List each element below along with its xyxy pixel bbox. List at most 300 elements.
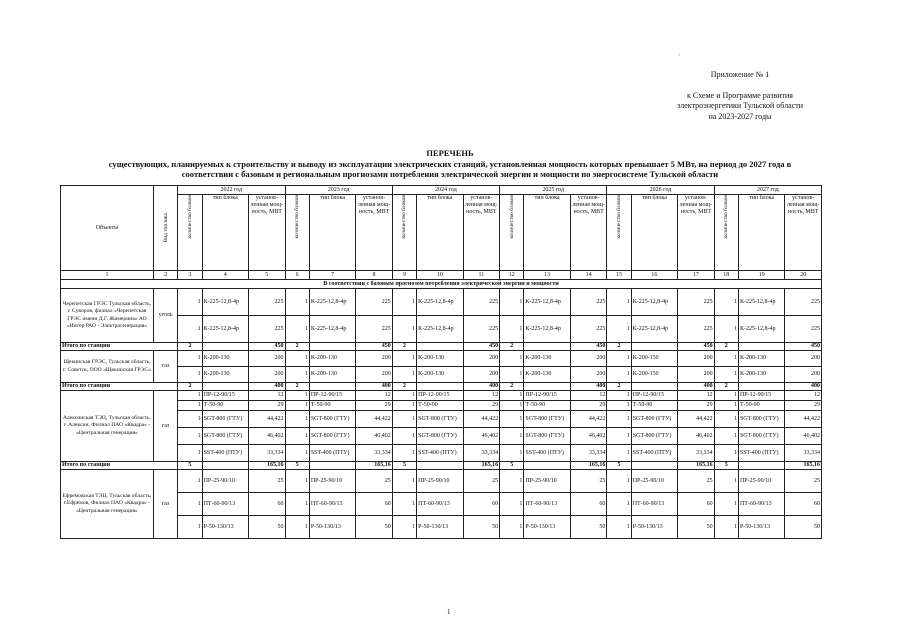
unit-count: 1 bbox=[714, 289, 738, 316]
unit-type: ПТ-60-90/13 bbox=[202, 493, 248, 516]
total-count: 2 bbox=[178, 343, 202, 351]
unit-count: 1 bbox=[392, 289, 416, 316]
unit-type: ПТ-60-90/13 bbox=[631, 493, 677, 516]
unit-count: 1 bbox=[178, 289, 202, 316]
unit-power: 50 bbox=[249, 516, 286, 539]
unit-type: SST-400 (ПТУ) bbox=[631, 445, 677, 462]
unit-type: ПР-12-90/15 bbox=[417, 391, 463, 401]
unit-type: Т-50-90 bbox=[631, 401, 677, 411]
header-unit-type: тип блока bbox=[309, 195, 355, 271]
unit-power: 50 bbox=[570, 516, 607, 539]
unit-type: К-225-12,8-4р bbox=[202, 316, 248, 343]
unit-count: 1 bbox=[178, 428, 202, 445]
header-unit-type: тип блока bbox=[631, 195, 677, 271]
total-spacer bbox=[631, 383, 677, 391]
unit-count: 1 bbox=[392, 445, 416, 462]
total-count: 2 bbox=[714, 383, 738, 391]
unit-count: 1 bbox=[607, 493, 631, 516]
unit-type: К-225-12,8-4р bbox=[417, 289, 463, 316]
unit-type: ПР-25-90/10 bbox=[202, 470, 248, 493]
unit-power: 33,334 bbox=[249, 445, 286, 462]
unit-power: 33,334 bbox=[463, 445, 500, 462]
unit-type: К-225-12,8-4р bbox=[738, 316, 784, 343]
header-fuel: Вид топлива bbox=[162, 213, 169, 243]
header-installed-power: установ-ленная мощ-ность, МВТ bbox=[463, 195, 500, 271]
unit-count: 1 bbox=[285, 445, 309, 462]
unit-count: 1 bbox=[285, 351, 309, 367]
fuel-type: уголь bbox=[153, 289, 177, 343]
column-number: 4 bbox=[202, 271, 248, 280]
total-spacer bbox=[738, 343, 784, 351]
unit-count: 1 bbox=[178, 351, 202, 367]
unit-count: 1 bbox=[392, 470, 416, 493]
unit-power: 50 bbox=[678, 516, 715, 539]
attachment-line-2: к Схеме и Программе развития bbox=[687, 90, 793, 100]
unit-power: 225 bbox=[463, 289, 500, 316]
column-number: 20 bbox=[785, 271, 822, 280]
column-number: 13 bbox=[524, 271, 570, 280]
power-stations-table bbox=[60, 185, 822, 539]
total-power: 450 bbox=[678, 343, 715, 351]
total-power: 165,16 bbox=[785, 462, 822, 470]
unit-power: 60 bbox=[463, 493, 500, 516]
unit-power: 60 bbox=[249, 493, 286, 516]
column-number: 12 bbox=[500, 271, 524, 280]
header-unit-count: количество блоков bbox=[723, 195, 730, 239]
unit-power: 200 bbox=[678, 367, 715, 383]
unit-count: 1 bbox=[714, 351, 738, 367]
document-title bbox=[60, 148, 840, 179]
total-spacer bbox=[417, 462, 463, 470]
unit-count: 1 bbox=[607, 445, 631, 462]
header-unit-count: количество блоков bbox=[616, 195, 623, 239]
unit-count: 1 bbox=[500, 367, 524, 383]
unit-power: 12 bbox=[785, 391, 822, 401]
unit-type: Т-50-90 bbox=[738, 401, 784, 411]
unit-type: ПР-25-90/10 bbox=[631, 470, 677, 493]
unit-count: 1 bbox=[714, 411, 738, 428]
total-count: 2 bbox=[285, 343, 309, 351]
unit-count: 1 bbox=[714, 493, 738, 516]
total-power: 400 bbox=[570, 383, 607, 391]
unit-count: 1 bbox=[714, 470, 738, 493]
unit-type: К-225-12,8-4р bbox=[417, 316, 463, 343]
unit-type: Р-50-130/13 bbox=[738, 516, 784, 539]
unit-power: 225 bbox=[249, 316, 286, 343]
header-installed-power: установ-ленная мощ-ность, МВТ bbox=[785, 195, 822, 271]
total-power: 165,16 bbox=[678, 462, 715, 470]
unit-count: 1 bbox=[607, 401, 631, 411]
unit-count: 1 bbox=[500, 351, 524, 367]
unit-power: 44,422 bbox=[356, 411, 393, 428]
unit-type: К-225-12,8-4р bbox=[631, 316, 677, 343]
unit-type: SST-400 (ПТУ) bbox=[309, 445, 355, 462]
unit-power: 200 bbox=[356, 367, 393, 383]
unit-count: 1 bbox=[714, 367, 738, 383]
unit-count: 1 bbox=[178, 493, 202, 516]
total-count: 2 bbox=[607, 343, 631, 351]
unit-power: 225 bbox=[463, 316, 500, 343]
attachment-note bbox=[640, 70, 840, 122]
unit-power: 12 bbox=[678, 391, 715, 401]
unit-type: К-200-130 bbox=[524, 367, 570, 383]
unit-power: 50 bbox=[356, 516, 393, 539]
unit-power: 29 bbox=[356, 401, 393, 411]
total-spacer bbox=[524, 343, 570, 351]
unit-type: К-225-12,8-4р bbox=[524, 289, 570, 316]
title-heading: ПЕРЕЧЕНЬ bbox=[426, 148, 474, 158]
unit-type: Т-50-90 bbox=[309, 401, 355, 411]
attachment-number: Приложение № 1 bbox=[710, 70, 770, 79]
header-installed-power: установ-ленная мощ-ность, МВТ bbox=[678, 195, 715, 271]
unit-type: К-200-130 bbox=[631, 351, 677, 367]
unit-power: 200 bbox=[785, 351, 822, 367]
unit-power: 225 bbox=[356, 289, 393, 316]
column-number: 18 bbox=[714, 271, 738, 280]
unit-type: К-225-12,8-4р bbox=[524, 316, 570, 343]
unit-type: SST-400 (ПТУ) bbox=[738, 445, 784, 462]
attachment-line-4: на 2023-2027 годы bbox=[708, 111, 772, 121]
header-unit-count: количество блоков bbox=[508, 195, 515, 239]
total-power: 400 bbox=[249, 383, 286, 391]
unit-power: 60 bbox=[570, 493, 607, 516]
unit-power: 200 bbox=[463, 367, 500, 383]
unit-power: 25 bbox=[678, 470, 715, 493]
station-name: Алексинская ТЭЦ, Тульская область, г. Алексин, Филиал ПАО «Квадра» - «Центральная генерация» bbox=[61, 391, 154, 462]
unit-count: 1 bbox=[500, 445, 524, 462]
total-power: 400 bbox=[463, 383, 500, 391]
unit-count: 1 bbox=[500, 516, 524, 539]
unit-count: 1 bbox=[285, 428, 309, 445]
unit-count: 1 bbox=[285, 493, 309, 516]
total-spacer bbox=[202, 343, 248, 351]
unit-power: 25 bbox=[570, 470, 607, 493]
unit-power: 225 bbox=[249, 289, 286, 316]
unit-type: SGT-800 (ГТУ) bbox=[631, 411, 677, 428]
total-spacer bbox=[738, 462, 784, 470]
unit-count: 1 bbox=[285, 367, 309, 383]
unit-power: 225 bbox=[570, 289, 607, 316]
header-year-2025: 2025 год bbox=[500, 186, 607, 195]
total-count: 5 bbox=[714, 462, 738, 470]
unit-count: 1 bbox=[285, 470, 309, 493]
unit-count: 1 bbox=[607, 411, 631, 428]
unit-count: 1 bbox=[607, 316, 631, 343]
unit-type: SGT-800 (ГТУ) bbox=[309, 411, 355, 428]
unit-power: 33,334 bbox=[678, 445, 715, 462]
unit-count: 1 bbox=[500, 401, 524, 411]
unit-power: 46,402 bbox=[785, 428, 822, 445]
unit-type: Т-50-90 bbox=[524, 401, 570, 411]
unit-type: Р-50-130/13 bbox=[631, 516, 677, 539]
unit-power: 225 bbox=[356, 316, 393, 343]
unit-type: SGT-800 (ГТУ) bbox=[202, 428, 248, 445]
station-total-label: Итого по станции bbox=[61, 462, 178, 470]
unit-power: 33,334 bbox=[356, 445, 393, 462]
station-name: Ефремовская ТЭЦ, Тульская область, г.Ефремов, Филиал ПАО «Квадра» - «Центральная генерация» bbox=[61, 470, 154, 539]
column-number: 3 bbox=[178, 271, 202, 280]
total-spacer bbox=[309, 343, 355, 351]
unit-type: К-225-12,8-4р bbox=[738, 289, 784, 316]
unit-power: 60 bbox=[785, 493, 822, 516]
unit-power: 25 bbox=[249, 470, 286, 493]
column-number: 19 bbox=[738, 271, 784, 280]
unit-type: ПР-12-90/15 bbox=[738, 391, 784, 401]
unit-count: 1 bbox=[607, 289, 631, 316]
unit-power: 44,422 bbox=[570, 411, 607, 428]
unit-power: 33,334 bbox=[570, 445, 607, 462]
unit-type: К-200-130 bbox=[417, 351, 463, 367]
total-count: 2 bbox=[607, 383, 631, 391]
total-spacer bbox=[309, 383, 355, 391]
unit-power: 12 bbox=[356, 391, 393, 401]
column-number: 7 bbox=[309, 271, 355, 280]
unit-power: 29 bbox=[785, 401, 822, 411]
unit-count: 1 bbox=[500, 411, 524, 428]
column-number: 16 bbox=[631, 271, 677, 280]
station-total-label: Итого по станции bbox=[61, 383, 178, 391]
unit-type: SGT-800 (ГТУ) bbox=[524, 428, 570, 445]
unit-type: К-225-12,8-4р bbox=[309, 289, 355, 316]
unit-type: К-200-130 bbox=[738, 351, 784, 367]
unit-count: 1 bbox=[178, 367, 202, 383]
header-objects: Объекты bbox=[61, 186, 154, 271]
column-number: 5 bbox=[249, 271, 286, 280]
unit-type: К-200-130 bbox=[417, 367, 463, 383]
unit-count: 1 bbox=[285, 516, 309, 539]
header-installed-power: установ-ленная мощ-ность, МВТ bbox=[249, 195, 286, 271]
unit-power: 225 bbox=[785, 289, 822, 316]
unit-count: 1 bbox=[392, 401, 416, 411]
unit-count: 1 bbox=[714, 516, 738, 539]
unit-count: 1 bbox=[500, 289, 524, 316]
unit-count: 1 bbox=[392, 493, 416, 516]
title-subtitle-1: существующих, планируемых к строительству и выводу из эксплуатации электрических станций, установленная мощность которых превышает 5 МВт, на период до 2027 года в bbox=[108, 159, 792, 169]
unit-type: Р-50-130/13 bbox=[524, 516, 570, 539]
unit-count: 1 bbox=[500, 428, 524, 445]
total-spacer bbox=[417, 383, 463, 391]
unit-power: 200 bbox=[785, 367, 822, 383]
total-power: 450 bbox=[463, 343, 500, 351]
unit-power: 25 bbox=[785, 470, 822, 493]
unit-count: 1 bbox=[392, 516, 416, 539]
unit-count: 1 bbox=[607, 391, 631, 401]
unit-power: 200 bbox=[570, 351, 607, 367]
header-year-2024: 2024 год bbox=[392, 186, 499, 195]
total-count: 2 bbox=[714, 343, 738, 351]
unit-type: ПТ-60-90/13 bbox=[417, 493, 463, 516]
unit-count: 1 bbox=[607, 516, 631, 539]
unit-type: SGT-800 (ГТУ) bbox=[631, 428, 677, 445]
unit-count: 1 bbox=[500, 391, 524, 401]
unit-power: 225 bbox=[785, 316, 822, 343]
unit-type: К-200-130 bbox=[202, 367, 248, 383]
unit-type: SST-400 (ПТУ) bbox=[417, 445, 463, 462]
unit-power: 60 bbox=[356, 493, 393, 516]
unit-power: 225 bbox=[678, 316, 715, 343]
unit-count: 1 bbox=[392, 391, 416, 401]
total-spacer bbox=[202, 383, 248, 391]
unit-power: 25 bbox=[356, 470, 393, 493]
total-count: 5 bbox=[392, 462, 416, 470]
table-row bbox=[61, 470, 822, 493]
unit-power: 200 bbox=[678, 351, 715, 367]
scan-mark: ˏ bbox=[678, 48, 681, 56]
header-year-2027: 2027 год bbox=[714, 186, 821, 195]
station-name: Щекинская ГРЭС, Тульская область, г. Советск, ООО «Щекинская ГРЭС» bbox=[61, 351, 154, 383]
unit-power: 29 bbox=[570, 401, 607, 411]
total-spacer bbox=[738, 383, 784, 391]
unit-type: ПР-12-90/15 bbox=[309, 391, 355, 401]
unit-type: ПР-25-90/10 bbox=[524, 470, 570, 493]
total-spacer bbox=[202, 462, 248, 470]
unit-count: 1 bbox=[285, 316, 309, 343]
unit-type: SST-400 (ПТУ) bbox=[202, 445, 248, 462]
unit-count: 1 bbox=[178, 316, 202, 343]
attachment-line-3: электроэнергетики Тульской области bbox=[676, 101, 804, 110]
unit-count: 1 bbox=[607, 351, 631, 367]
unit-power: 29 bbox=[678, 401, 715, 411]
column-number: 14 bbox=[570, 271, 607, 280]
column-number: 15 bbox=[607, 271, 631, 280]
total-power: 165,16 bbox=[570, 462, 607, 470]
unit-count: 1 bbox=[178, 470, 202, 493]
unit-count: 1 bbox=[714, 428, 738, 445]
unit-power: 46,402 bbox=[463, 428, 500, 445]
total-count: 5 bbox=[607, 462, 631, 470]
unit-power: 44,422 bbox=[463, 411, 500, 428]
header-unit-type: тип блока bbox=[738, 195, 784, 271]
header-year-2026: 2026 год bbox=[607, 186, 714, 195]
column-number: 6 bbox=[285, 271, 309, 280]
table-row bbox=[61, 351, 822, 367]
total-power: 450 bbox=[249, 343, 286, 351]
unit-count: 1 bbox=[178, 516, 202, 539]
total-count: 5 bbox=[500, 462, 524, 470]
unit-power: 200 bbox=[463, 351, 500, 367]
station-total-label: Итого по станции bbox=[61, 343, 178, 351]
column-number: 11 bbox=[463, 271, 500, 280]
unit-count: 1 bbox=[714, 445, 738, 462]
column-number: 2 bbox=[153, 271, 177, 280]
unit-type: SST-400 (ПТУ) bbox=[524, 445, 570, 462]
total-spacer bbox=[631, 462, 677, 470]
unit-power: 33,334 bbox=[785, 445, 822, 462]
unit-count: 1 bbox=[178, 401, 202, 411]
unit-type: ПТ-60-90/13 bbox=[738, 493, 784, 516]
total-power: 400 bbox=[785, 383, 822, 391]
total-spacer bbox=[524, 462, 570, 470]
column-number: 8 bbox=[356, 271, 393, 280]
unit-power: 50 bbox=[785, 516, 822, 539]
unit-count: 1 bbox=[607, 428, 631, 445]
unit-type: ПР-25-90/10 bbox=[738, 470, 784, 493]
unit-power: 225 bbox=[570, 316, 607, 343]
station-name: Черепетская ГРЭС Тульская область, г. Суворов, филиал «Черепетская ГРЭС имени Д.Г. Жимерина» АО «Интер РАО - Электрогенерация» bbox=[61, 289, 154, 343]
unit-power: 12 bbox=[570, 391, 607, 401]
unit-count: 1 bbox=[714, 316, 738, 343]
header-year-2023: 2023 год bbox=[285, 186, 392, 195]
total-power: 400 bbox=[356, 383, 393, 391]
total-power: 400 bbox=[678, 383, 715, 391]
unit-type: SGT-800 (ГТУ) bbox=[738, 411, 784, 428]
unit-type: ПР-12-90/15 bbox=[631, 391, 677, 401]
unit-power: 44,422 bbox=[249, 411, 286, 428]
unit-type: Р-50-130/13 bbox=[417, 516, 463, 539]
unit-power: 200 bbox=[249, 351, 286, 367]
unit-power: 200 bbox=[356, 351, 393, 367]
unit-power: 60 bbox=[678, 493, 715, 516]
station-total-row bbox=[61, 343, 822, 351]
total-count: 2 bbox=[285, 383, 309, 391]
unit-power: 44,422 bbox=[785, 411, 822, 428]
total-count: 2 bbox=[500, 383, 524, 391]
fuel-type: газ bbox=[153, 470, 177, 539]
unit-count: 1 bbox=[285, 391, 309, 401]
header-installed-power: установ-ленная мощ-ность, МВТ bbox=[356, 195, 393, 271]
page-number: 1 bbox=[447, 608, 451, 616]
unit-type: К-225-12,8-4р bbox=[631, 289, 677, 316]
unit-count: 1 bbox=[178, 411, 202, 428]
unit-type: К-200-130 bbox=[202, 351, 248, 367]
unit-type: SGT-800 (ГТУ) bbox=[417, 428, 463, 445]
unit-power: 29 bbox=[249, 401, 286, 411]
unit-count: 1 bbox=[392, 316, 416, 343]
header-unit-type: тип блока bbox=[417, 195, 463, 271]
unit-count: 1 bbox=[714, 401, 738, 411]
unit-count: 1 bbox=[500, 316, 524, 343]
unit-count: 1 bbox=[500, 470, 524, 493]
total-spacer bbox=[417, 343, 463, 351]
total-spacer bbox=[631, 343, 677, 351]
fuel-type: газ bbox=[153, 351, 177, 383]
unit-type: Р-50-130/13 bbox=[309, 516, 355, 539]
unit-type: SGT-800 (ГТУ) bbox=[738, 428, 784, 445]
column-number: 9 bbox=[392, 271, 416, 280]
unit-power: 29 bbox=[463, 401, 500, 411]
table-row bbox=[61, 391, 822, 401]
unit-type: К-200-130 bbox=[631, 367, 677, 383]
unit-count: 1 bbox=[500, 493, 524, 516]
unit-type: Р-50-130/13 bbox=[202, 516, 248, 539]
unit-count: 1 bbox=[285, 289, 309, 316]
unit-count: 1 bbox=[178, 445, 202, 462]
unit-power: 12 bbox=[463, 391, 500, 401]
unit-count: 1 bbox=[392, 351, 416, 367]
unit-power: 46,402 bbox=[356, 428, 393, 445]
unit-type: Т-50-90 bbox=[202, 401, 248, 411]
total-power: 450 bbox=[570, 343, 607, 351]
title-subtitle-2: соответствии с базовым и региональным прогнозами потребления электрической энергии и мощности по энергосистеме Тульской области bbox=[181, 169, 719, 179]
unit-count: 1 bbox=[178, 391, 202, 401]
unit-count: 1 bbox=[285, 411, 309, 428]
total-count: 2 bbox=[392, 383, 416, 391]
unit-count: 1 bbox=[714, 391, 738, 401]
unit-type: К-225-12,8-4р bbox=[202, 289, 248, 316]
unit-power: 225 bbox=[678, 289, 715, 316]
unit-count: 1 bbox=[285, 401, 309, 411]
unit-type: К-200-130 bbox=[309, 367, 355, 383]
unit-type: ПТ-60-90/13 bbox=[524, 493, 570, 516]
total-power: 165,16 bbox=[249, 462, 286, 470]
unit-count: 1 bbox=[392, 428, 416, 445]
total-power: 165,16 bbox=[356, 462, 393, 470]
header-unit-count: количество блоков bbox=[294, 195, 301, 239]
total-spacer bbox=[524, 383, 570, 391]
unit-type: ПТ-60-90/13 bbox=[309, 493, 355, 516]
total-count: 2 bbox=[178, 383, 202, 391]
unit-type: SGT-800 (ГТУ) bbox=[309, 428, 355, 445]
